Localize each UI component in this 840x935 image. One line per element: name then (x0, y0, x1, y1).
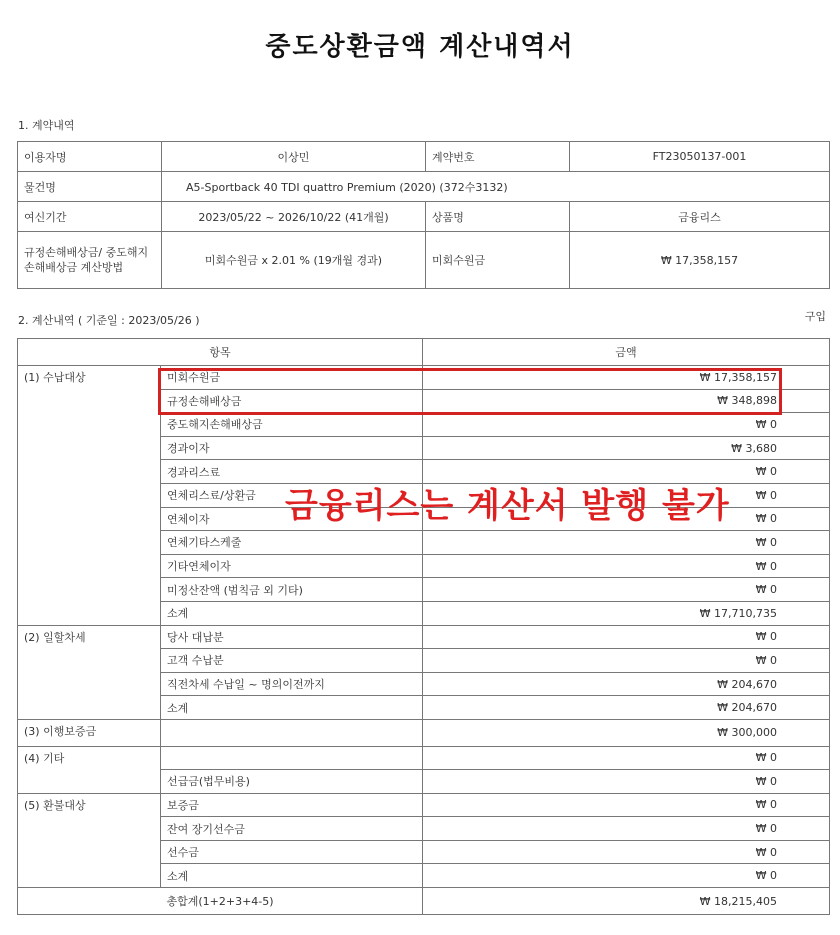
total-amount: ₩ 18,215,405 (423, 888, 830, 915)
category-cell: (3) 이행보증금 (18, 719, 161, 746)
item-cell (161, 719, 423, 746)
item-cell: 고객 수납분 (161, 649, 423, 673)
amount-cell: ₩ 0 (423, 507, 830, 531)
amount-cell: ₩ 17,710,735 (423, 601, 830, 625)
item-label: 물건명 (18, 172, 162, 202)
item-value: A5-Sportback 40 TDI quattro Premium (2020) (372수3132) (162, 172, 830, 202)
product-value: 금융리스 (570, 202, 830, 232)
amount-cell: ₩ 0 (423, 460, 830, 484)
amount-cell: ₩ 0 (423, 483, 830, 507)
item-cell: 보증금 (161, 793, 423, 817)
amount-cell: ₩ 0 (423, 649, 830, 673)
amount-cell: ₩ 204,670 (423, 672, 830, 696)
user-label: 이용자명 (18, 142, 162, 172)
amount-cell: ₩ 0 (423, 793, 830, 817)
item-cell: 기타연체이자 (161, 554, 423, 578)
calc-table (17, 338, 830, 915)
highlight-box (158, 368, 782, 415)
amount-cell: ₩ 0 (423, 817, 830, 841)
principal-label: 미회수원금 (426, 232, 570, 289)
amount-cell: ₩ 0 (423, 770, 830, 794)
category-cell: (2) 일할차세 (18, 625, 161, 719)
head-amount: 금액 (423, 339, 830, 366)
item-cell: 경과리스료 (161, 460, 423, 484)
contract-table (17, 141, 830, 289)
unit-label: 구입 (804, 310, 826, 323)
item-cell: 당사 대납분 (161, 625, 423, 649)
item-cell: 중도해지손해배상금 (161, 413, 423, 437)
item-cell: 잔여 장기선수금 (161, 817, 423, 841)
total-label: 총합계(1+2+3+4-5) (18, 888, 423, 915)
period-label: 여신기간 (18, 202, 162, 232)
item-cell: 미정산잔액 (범칙금 외 기타) (161, 578, 423, 602)
item-cell: 소계 (161, 696, 423, 720)
amount-cell: ₩ 300,000 (423, 719, 830, 746)
category-cell: (4) 기타 (18, 746, 161, 793)
table-row (18, 719, 830, 746)
item-cell: 소계 (161, 864, 423, 888)
user-value: 이상민 (162, 142, 426, 172)
item-cell: 선급금(법무비용) (161, 770, 423, 794)
amount-cell: ₩ 0 (423, 625, 830, 649)
amount-cell: ₩ 0 (423, 746, 830, 770)
document-title: 중도상환금액 계산내역서 (265, 32, 575, 62)
amount-cell: ₩ 3,680 (423, 436, 830, 460)
category-cell: (5) 환불대상 (18, 793, 161, 887)
amount-cell: ₩ 0 (423, 531, 830, 555)
contract-no-value: FT23050137-001 (570, 142, 830, 172)
principal-value: ₩ 17,358,157 (570, 232, 830, 289)
section-calc-heading: 2. 계산내역 ( 기준일 : 2023/05/26 ) (18, 314, 200, 327)
method-value: 미회수원금 x 2.01 % (19개월 경과) (162, 232, 426, 289)
item-cell: 선수금 (161, 840, 423, 864)
table-row (18, 793, 830, 817)
amount-cell: ₩ 348,898 (423, 389, 830, 413)
amount-cell: ₩ 0 (423, 864, 830, 888)
amount-cell: ₩ 17,358,157 (423, 366, 830, 390)
head-item: 항목 (18, 339, 423, 366)
overlay-note: 금융리스는 계산서 발행 불가 (285, 486, 730, 526)
amount-cell: ₩ 0 (423, 554, 830, 578)
item-cell: 연체리스료/상환금 (161, 483, 423, 507)
table-row (18, 625, 830, 649)
amount-cell: ₩ 204,670 (423, 696, 830, 720)
amount-cell: ₩ 0 (423, 578, 830, 602)
item-cell: 미회수원금 (161, 366, 423, 390)
section-contract-heading: 1. 계약내역 (18, 119, 75, 132)
item-cell: 규정손해배상금 (161, 389, 423, 413)
amount-cell: ₩ 0 (423, 413, 830, 437)
product-label: 상품명 (426, 202, 570, 232)
item-cell: 소계 (161, 601, 423, 625)
category-cell: (1) 수납대상 (18, 366, 161, 626)
item-cell: 연체이자 (161, 507, 423, 531)
table-row (18, 746, 830, 770)
item-cell (161, 746, 423, 770)
item-cell: 연체기타스케줄 (161, 531, 423, 555)
amount-cell: ₩ 0 (423, 840, 830, 864)
method-label: 규정손해배상금/ 중도해지손해배상금 계산방법 (18, 232, 162, 289)
item-cell: 경과이자 (161, 436, 423, 460)
period-value: 2023/05/22 ~ 2026/10/22 (41개월) (162, 202, 426, 232)
item-cell: 직전차세 수납일 ~ 명의이전까지 (161, 672, 423, 696)
contract-no-label: 계약번호 (426, 142, 570, 172)
